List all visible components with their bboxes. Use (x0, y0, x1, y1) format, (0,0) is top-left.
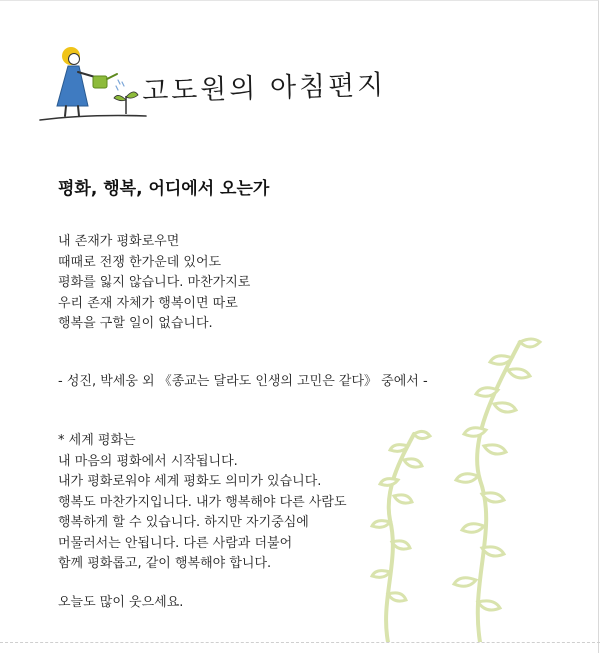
face-icon (69, 54, 80, 65)
logo-title: 고도원의 아침편지 (141, 69, 387, 108)
watering-can-icon (93, 76, 107, 88)
closing-text: 오늘도 많이 웃으세요. (58, 595, 184, 610)
quote-line: 때때로 전쟁 한가운데 있어도 (58, 254, 222, 270)
quote-line: 행복을 구할 일이 없습니다. (58, 316, 213, 331)
quote-block (58, 232, 250, 335)
message-line: 머물러서는 안됩니다. 다른 사람과 더불어 (58, 535, 293, 551)
dress-icon (57, 66, 88, 106)
ground-line (40, 116, 146, 121)
quote-source (58, 372, 428, 393)
quote-line: 평화를 잃지 않습니다. 마찬가지로 (58, 275, 251, 290)
closing-block (58, 593, 183, 614)
message-line: 내가 평화로워야 세계 평화도 의미가 있습니다. (58, 474, 322, 489)
message-line: 행복도 마찬가지입니다. 내가 행복해야 다른 사람도 (58, 494, 347, 510)
message-line: 행복하게 할 수 있습니다. 하지만 자기중심에 (58, 515, 309, 530)
message-line: 내 마음의 평화에서 시작됩니다. (58, 453, 238, 469)
message-line: * 세계 평화는 (58, 433, 136, 448)
quote-line: 내 존재가 평화로우면 (58, 234, 180, 249)
source-text: - 성진, 박세웅 외 《종교는 달라도 인생의 고민은 같다》 중에서 - (58, 374, 428, 389)
message-line: 함께 평화롭고, 같이 행복해야 합니다. (58, 556, 272, 571)
message-block (58, 431, 347, 575)
bottom-divider (0, 642, 600, 643)
article-title: 평화, 행복, 어디에서 오는가 (58, 179, 270, 199)
quote-line: 우리 존재 자체가 행복이면 따로 (58, 295, 238, 311)
